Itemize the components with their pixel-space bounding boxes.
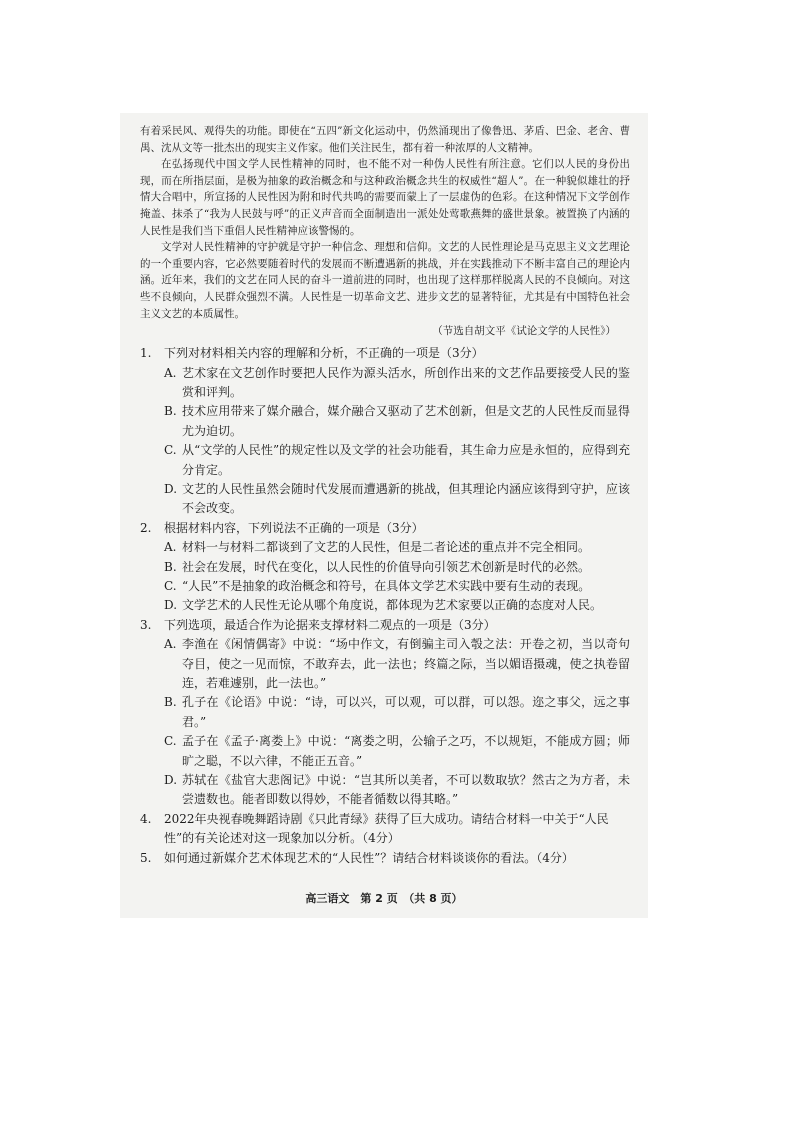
question-text: 下列选项，最适合作为论据来支撑材料二观点的一项是（3分） bbox=[164, 617, 496, 632]
question-text: 根据材料内容，下列说法不正确的一项是（3分） bbox=[164, 520, 424, 535]
answer-option bbox=[140, 364, 630, 403]
passage-paragraph: 文学对人民性精神的守护就是守护一种信念、理想和信仰。文艺的人民性理论是马克思主义文艺理论的一个重要内容，它必然要随着时代的发展而不断遭遇新的挑战，并在实践推动下不断丰富自己的理论内涵。近年来，我们的文艺在同人民的奋斗一道前进的同时，也出现了这样那样脱离人民的不良倾向。对这些不良倾向，人民群众强烈不满。人民性是一切革命文艺、进步文艺的显著特征，尤其是有中国特色社会主义文艺的本质属性。 bbox=[140, 241, 630, 320]
option-text: 李渔在《闲情偶寄》中说：“场中作文，有倒骗主司入彀之法：开卷之初，当以奇句夺目，使之一见而惊，不敢弃去，此一法也；终篇之际，当以媚语摄魂，使之执卷留连，若难遽别，此一法也。” bbox=[182, 637, 630, 691]
question-number: 3. bbox=[140, 617, 152, 632]
question-text: 如何通过新媒介艺术体现艺术的“人民性”？请结合材料谈谈你的看法。（4分） bbox=[164, 850, 574, 865]
answer-option bbox=[140, 441, 630, 480]
option-text: 孔子在《论语》中说：“诗，可以兴，可以观，可以群，可以怨。迩之事父，远之事君。” bbox=[182, 695, 630, 729]
question-number: 2. bbox=[140, 520, 152, 535]
question-item bbox=[140, 810, 630, 849]
option-letter: C. bbox=[164, 579, 177, 593]
question-number: 5. bbox=[140, 850, 152, 865]
option-text: 苏轼在《盐官大悲阁记》中说：“岂其所以美者，不可以数取欤？然古之为方者，未尝遗数也。能者即数以得妙，不能者循数以得其略。” bbox=[182, 773, 630, 807]
answer-option bbox=[140, 732, 630, 771]
option-letter: D. bbox=[164, 598, 178, 613]
page-footer: 高三语文 第 2 页 （共 8 页） bbox=[305, 892, 463, 905]
option-text: 社会在发展，时代在变化，以人民性的价值导向引领艺术创新是时代的必然。 bbox=[182, 559, 591, 574]
question-stem bbox=[140, 849, 630, 868]
option-letter: B. bbox=[164, 559, 177, 574]
option-letter: D. bbox=[164, 481, 178, 496]
option-letter: D. bbox=[164, 773, 178, 788]
question-text: 2022年央视春晚舞蹈诗剧《只此青绿》获得了巨大成功。请结合材料一中关于“人民性”的有关论述对这一现象加以分析。（4分） bbox=[164, 811, 609, 846]
question-text: 下列对材料相关内容的理解和分析，不正确的一项是（3分） bbox=[164, 346, 484, 361]
option-text: 材料一与材料二都谈到了文艺的人民性，但是二者论述的重点并不完全相同。 bbox=[182, 540, 591, 555]
option-text: 文学艺术的人民性无论从哪个角度说，都体现为艺术家要以正确的态度对人民。 bbox=[182, 598, 603, 613]
question-item bbox=[140, 344, 630, 519]
answer-option bbox=[140, 402, 630, 441]
question-number: 1. bbox=[140, 346, 152, 361]
answer-option bbox=[140, 480, 630, 519]
answer-option bbox=[140, 577, 630, 596]
option-text: “人民”不是抽象的政治概念和符号，在具体文学艺术实践中要有生动的表现。 bbox=[182, 579, 591, 593]
option-text: 艺术家在文艺创作时要把人民作为源头活水，所创作出来的文艺作品要接受人民的鉴赏和评判。 bbox=[182, 365, 630, 399]
option-letter: B. bbox=[164, 404, 177, 419]
question-item bbox=[140, 616, 630, 810]
exam-page bbox=[120, 113, 648, 918]
question-stem bbox=[140, 519, 630, 538]
passage-paragraph: 有着采民风、观得失的功能。即使在“五四”新文化运动中，仍然涌现出了像鲁迅、茅盾、巴金、老舍、曹禺、沈从文等一批杰出的现实主义作家。他们关注民生，都有着一种浓厚的人文精神。 bbox=[140, 125, 630, 154]
option-letter: A. bbox=[164, 637, 177, 652]
option-text: 孟子在《孟子·离娄上》中说：“离娄之明，公输子之巧，不以规矩，不能成方圆；师旷之聪，不以六律，不能正五音。” bbox=[182, 734, 630, 768]
option-text: 技术应用带来了媒介融合，媒介融合又驱动了艺术创新，但是文艺的人民性反而显得尤为迫切。 bbox=[182, 404, 630, 438]
option-text: 文艺的人民性虽然会随时代发展而遭遇新的挑战，但其理论内涵应该得到守护，应该不会改变。 bbox=[182, 481, 630, 516]
option-text: 从“文学的人民性”的规定性以及文学的社会功能看，其生命力应是永恒的，应得到充分肯定。 bbox=[182, 443, 630, 477]
answer-option bbox=[140, 558, 630, 577]
option-letter: A. bbox=[164, 365, 177, 380]
question-number: 4. bbox=[140, 811, 152, 826]
answer-option bbox=[140, 538, 630, 557]
question-item bbox=[140, 849, 630, 868]
question-list bbox=[140, 344, 630, 868]
question-stem bbox=[140, 810, 630, 849]
answer-option bbox=[140, 771, 630, 810]
option-letter: A. bbox=[164, 540, 177, 555]
reading-passage bbox=[140, 123, 630, 322]
question-stem bbox=[140, 616, 630, 635]
answer-option bbox=[140, 596, 630, 615]
option-letter: C. bbox=[164, 443, 177, 458]
passage-paragraph: 在弘扬现代中国文学人民性精神的同时，也不能不对一种伪人民性有所注意。它们以人民的身份出现，而在所指层面，是极为抽象的政治概念和与这种政治概念共生的权威性“超人”。在一种貌似雄壮的抒情大合唱中，所宣扬的人民性因为附和时代共鸣的需要而蒙上了一层虚伪的色彩。在这种情况下文学创作掩盖、抹杀了“我为人民鼓与呼”的正义声音而全面制造出一派处处莺歌燕舞的盛世景象。被置换了内涵的人民性是我们当下重倡人民性精神应该警惕的。 bbox=[140, 158, 630, 237]
answer-option bbox=[140, 635, 630, 693]
question-stem bbox=[140, 344, 630, 363]
answer-option bbox=[140, 693, 630, 732]
question-item bbox=[140, 519, 630, 616]
option-letter: B. bbox=[164, 695, 177, 710]
option-letter: C. bbox=[164, 734, 177, 749]
passage-source: （节选自胡文平《试论文学的人民性》） bbox=[432, 325, 616, 338]
